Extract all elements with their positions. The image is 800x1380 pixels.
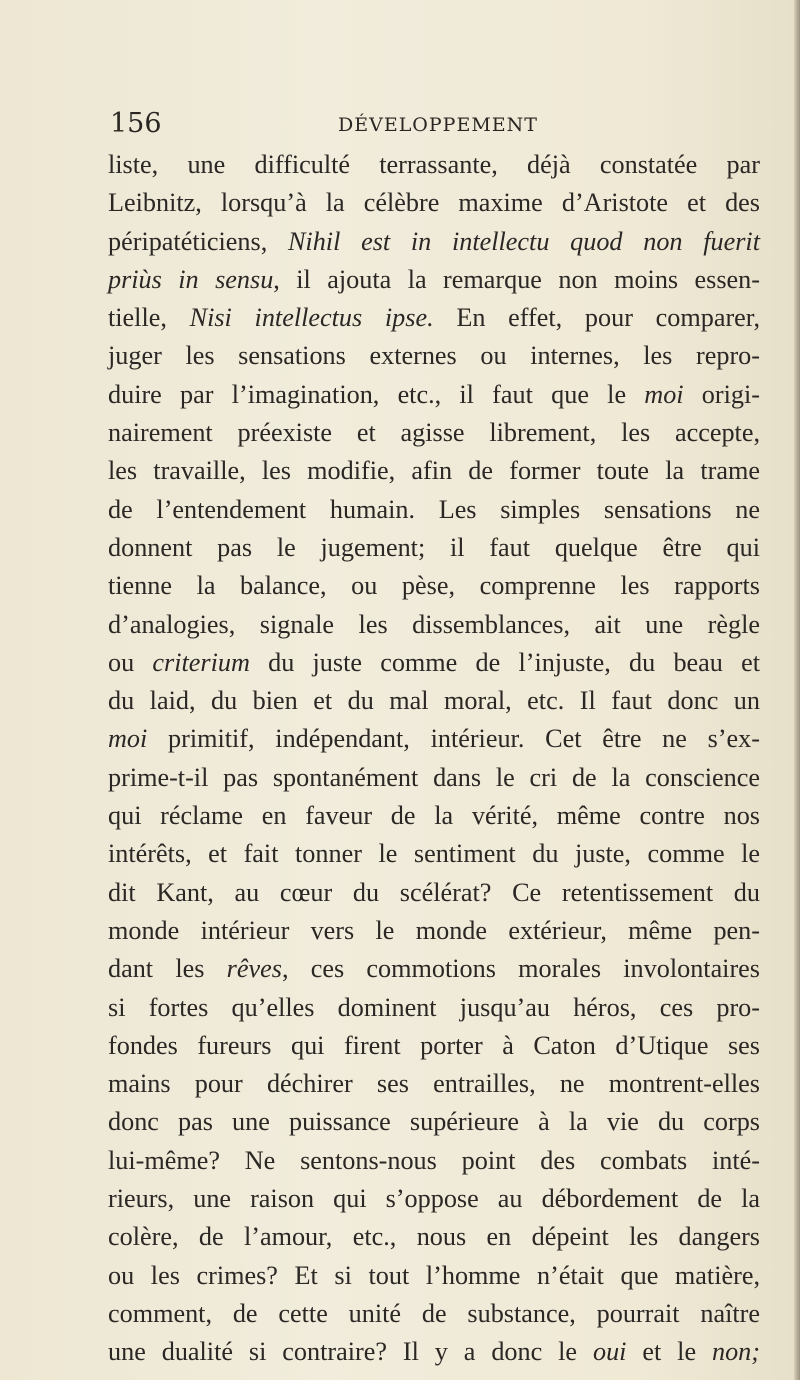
text-line xyxy=(108,184,760,222)
text-line xyxy=(108,567,760,605)
text-span: donc pas une puissance supérieure à la vie du corps xyxy=(108,1107,760,1137)
text-line xyxy=(108,337,760,375)
text-line xyxy=(108,682,760,720)
text-span: Leibnitz, lorsqu’à la célèbre maxime d’Aristote et des xyxy=(108,188,760,218)
text-span: fondes fureurs qui firent porter à Caton d’Utique ses xyxy=(108,1030,760,1060)
text-span: tielle, xyxy=(108,303,190,333)
text-line xyxy=(108,1142,760,1180)
page-edge xyxy=(794,0,800,1380)
text-line xyxy=(108,759,760,797)
text-line xyxy=(108,1257,760,1295)
text-line xyxy=(108,414,760,452)
running-head: DÉVELOPPEMENT xyxy=(338,114,538,136)
text-span: intérêts, et fait tonner le sentiment du juste, comme le xyxy=(108,839,760,869)
text-line xyxy=(108,1027,760,1065)
italic-text: moi xyxy=(108,724,148,754)
page-number: 156 xyxy=(110,108,162,139)
text-line xyxy=(108,452,760,490)
text-line xyxy=(108,874,760,912)
text-span: dant les xyxy=(108,954,227,984)
text-span: une dualité si contraire? Il y a donc le xyxy=(108,1337,593,1367)
italic-text: rêves xyxy=(226,954,282,984)
body-text xyxy=(108,146,760,1372)
text-line xyxy=(108,1065,760,1103)
text-span: monde intérieur vers le monde extérieur, même pen- xyxy=(108,915,760,945)
text-span: du laid, du bien et du mal moral, etc. Il faut donc un xyxy=(108,686,760,716)
text-line xyxy=(108,1333,760,1371)
text-line xyxy=(108,989,760,1027)
text-span: si fortes qu’elles dominent jusqu’au héros, ces pro- xyxy=(108,992,760,1022)
text-span: , il ajouta la remarque non moins essen- xyxy=(273,264,760,294)
text-line xyxy=(108,644,760,682)
text-span: , ces commotions morales involontaires xyxy=(281,954,760,984)
text-span: lui-même? Ne sentons-nous point des combats inté- xyxy=(108,1145,760,1175)
text-line xyxy=(108,720,760,758)
italic-text: Nisi intellectus ipse. xyxy=(189,303,434,333)
text-line xyxy=(108,223,760,261)
text-span: primitif, indépendant, intérieur. Cet être ne s’ex- xyxy=(147,724,760,754)
text-line xyxy=(108,797,760,835)
text-span: En effet, pour comparer, xyxy=(433,303,761,333)
text-span: qui réclame en faveur de la vérité, même contre nos xyxy=(108,801,760,831)
text-span: ou xyxy=(108,647,153,677)
text-line xyxy=(108,491,760,529)
italic-text: criterium xyxy=(152,647,250,677)
text-span: prime-t-il pas spontanément dans le cri de la conscience xyxy=(108,762,760,792)
text-line xyxy=(108,376,760,414)
text-line xyxy=(108,950,760,988)
text-span: duire par l’imagination, etc., il faut que le xyxy=(108,379,645,409)
text-span: comment, de cette unité de substance, pourrait naître xyxy=(108,1298,760,1328)
text-line xyxy=(108,299,760,337)
text-span: les travaille, les modifie, afin de former toute la trame xyxy=(108,456,760,486)
text-line xyxy=(108,912,760,950)
italic-text: moi xyxy=(644,379,684,409)
text-line xyxy=(108,261,760,299)
text-line xyxy=(108,1295,760,1333)
text-line xyxy=(108,835,760,873)
text-span: colère, de l’amour, etc., nous en dépeint les dangers xyxy=(108,1222,760,1252)
text-span: nairement préexiste et agisse librement, les accepte, xyxy=(108,418,760,448)
text-span: donnent pas le jugement; il faut quelque être qui xyxy=(108,532,760,562)
text-span: dit Kant, au cœur du scélérat? Ce retentissement du xyxy=(108,877,760,907)
text-line xyxy=(108,1180,760,1218)
text-span: péripatéticiens, xyxy=(108,226,288,256)
text-line xyxy=(108,606,760,644)
text-span: de l’entendement humain. Les simples sensations ne xyxy=(108,494,760,524)
text-line xyxy=(108,1218,760,1256)
text-line xyxy=(108,1103,760,1141)
text-line xyxy=(108,529,760,567)
text-span: d’analogies, signale les dissemblances, ait une règle xyxy=(108,609,760,639)
text-span: juger les sensations externes ou internes, les repro- xyxy=(108,341,760,371)
text-span: tienne la balance, ou pèse, comprenne les rapports xyxy=(108,571,760,601)
italic-text: oui xyxy=(592,1337,627,1367)
text-span: du juste comme de l’injuste, du beau et xyxy=(249,647,761,677)
text-span: liste, une difficulté terrassante, déjà constatée par xyxy=(108,150,760,179)
text-span: ou les crimes? Et si tout l’homme n’était que matière, xyxy=(108,1260,760,1290)
text-span: et le xyxy=(626,1337,712,1367)
italic-text: non; xyxy=(711,1337,760,1367)
text-span: rieurs, une raison qui s’oppose au débordement de la xyxy=(108,1184,760,1214)
page-header xyxy=(110,104,762,144)
text-line xyxy=(108,146,760,184)
text-span: origi- xyxy=(683,379,760,409)
italic-text: Nihil est in intellectu quod non fuerit xyxy=(287,226,760,256)
italic-text: priùs in sensu xyxy=(108,264,274,294)
text-span: mains pour déchirer ses entrailles, ne montrent-elles xyxy=(108,1069,760,1099)
